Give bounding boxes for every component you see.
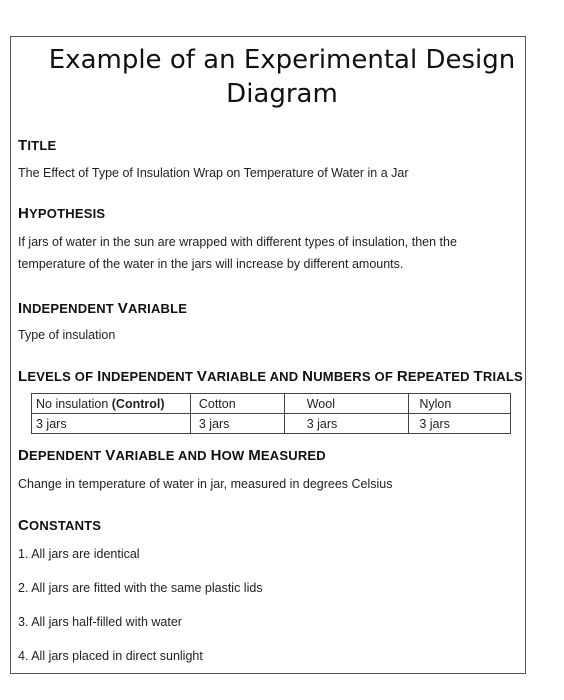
table-cell: 3 jars [32, 414, 191, 434]
table-cell: Nylon [409, 394, 511, 414]
independent-variable-heading: INDEPENDENT VARIABLE [18, 300, 188, 317]
constants-item-4: 4. All jars placed in direct sunlight [18, 649, 203, 663]
document-frame [10, 36, 526, 674]
table-cell: Wool [284, 394, 409, 414]
hypothesis-line2: temperature of the water in the jars will increase by different amounts. [18, 257, 404, 271]
table-cell: 3 jars [284, 414, 409, 434]
table-cell: 3 jars [409, 414, 511, 434]
constants-item-3: 3. All jars half-filled with water [18, 615, 182, 629]
dependent-variable-body: Change in temperature of water in jar, measured in degrees Celsius [18, 477, 393, 491]
title-heading: TITLE [18, 137, 57, 154]
table-row [32, 414, 511, 434]
levels-table [31, 393, 511, 434]
hypothesis-heading: HYPOTHESIS [18, 205, 106, 222]
hypothesis-line1: If jars of water in the sun are wrapped with different types of insulation, then the [18, 235, 457, 249]
title-body: The Effect of Type of Insulation Wrap on Temperature of Water in a Jar [18, 166, 409, 180]
table-cell: Cotton [190, 394, 284, 414]
page-title-line2: Diagram [226, 79, 338, 109]
dependent-variable-heading: DEPENDENT VARIABLE AND HOW MEASURED [18, 447, 326, 464]
table-cell: 3 jars [190, 414, 284, 434]
table-cell: No insulation (Control) [32, 394, 191, 414]
levels-heading: LEVELS OF INDEPENDENT VARIABLE AND NUMBERS OF REPEATED TRIALS [18, 368, 523, 385]
constants-item-2: 2. All jars are fitted with the same plastic lids [18, 581, 263, 595]
page-title-line1: Example of an Experimental Design [48, 45, 516, 75]
constants-item-1: 1. All jars are identical [18, 547, 140, 561]
constants-heading: CONSTANTS [18, 517, 102, 534]
independent-variable-body: Type of insulation [18, 328, 116, 342]
table-row [32, 394, 511, 414]
